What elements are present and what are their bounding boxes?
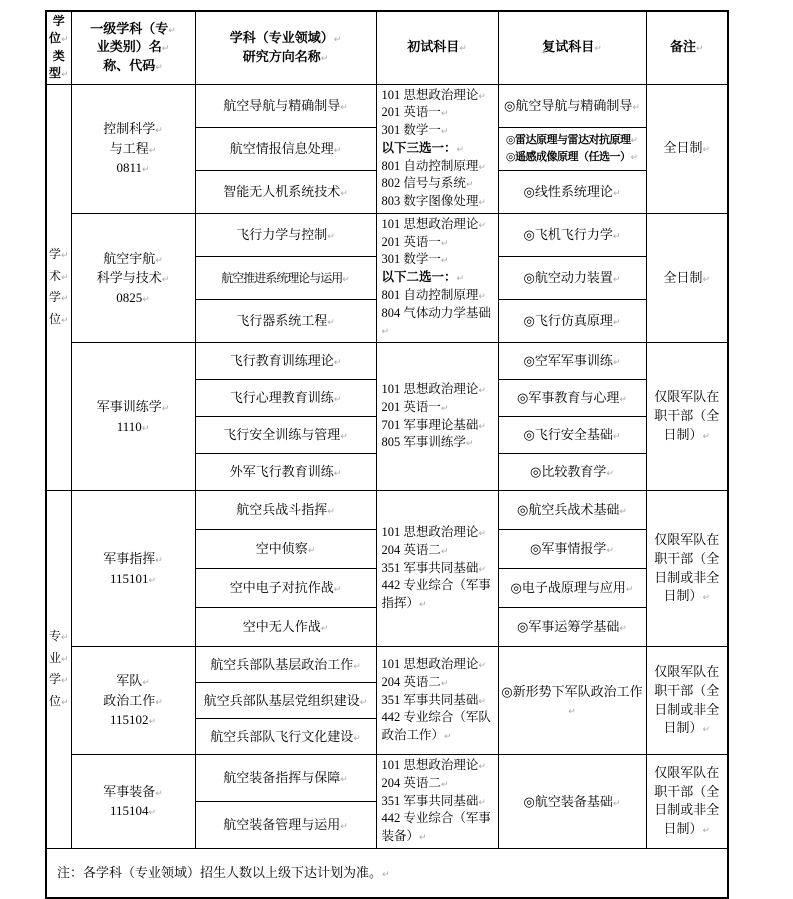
- discipline-0825: 航空宇航↵ 科学与技术↵ 0825↵: [71, 213, 195, 342]
- initial-subjects-cell: [376, 343, 498, 491]
- initial-subjects-options: 801 自动控制原理↵ 802 信号与系统↵ 803 数字图像处理↵: [381, 158, 486, 209]
- header-discipline: 一级学科（专↵ 业类别）名↵ 称、代码↵: [71, 11, 195, 84]
- table-row: [46, 647, 728, 683]
- header-note: 备注↵: [646, 11, 728, 84]
- initial-choose-label: 以下三选一：↵: [381, 140, 465, 155]
- initial-subjects-cell: [376, 647, 498, 755]
- direction-cell: 航空装备管理与运用↵: [195, 801, 376, 848]
- initial-subjects-lines: 101 思想政治理论↵ 201 英语一↵ 301 数学一↵: [381, 216, 486, 267]
- table-row: [46, 491, 728, 530]
- direction-cell: 航空兵战斗指挥↵: [195, 491, 376, 530]
- header-degree-type: 学位↵ 类型↵: [46, 11, 71, 84]
- footnote: 注：各学科（专业领域）招生人数以上级下达计划为准。↵: [46, 848, 728, 898]
- initial-subjects-cell: [376, 491, 498, 647]
- table-row: [46, 213, 728, 256]
- retest-subject-cell: ◎航空导航与精确制导↵: [498, 84, 646, 127]
- note-cell: 仅限军队在职干部（全日制或非全日制）↵: [646, 491, 728, 647]
- direction-cell: 飞行力学与控制↵: [195, 213, 376, 256]
- direction-cell: 飞行安全训练与管理↵: [195, 417, 376, 454]
- retest-subject-cell: ◎新形势下军队政治工作↵: [498, 647, 646, 755]
- discipline-0811: 控制科学↵ 与工程↵ 0811↵: [71, 84, 195, 213]
- initial-choose-label: 以下二选一：↵: [381, 270, 465, 285]
- initial-subjects-lines: 101 思想政治理论↵ 201 英语一↵ 701 军事理论基础↵ 805 军事训练学↵: [381, 382, 486, 450]
- direction-cell: 航空兵部队飞行文化建设↵: [195, 719, 376, 755]
- retest-subject-cell: ◎线性系统理论↵: [498, 171, 646, 213]
- retest-subject-cell: ◎飞机飞行力学↵: [498, 213, 646, 256]
- note-cell: 仅限军队在职干部（全日制或非全日制）↵: [646, 755, 728, 849]
- retest-subject-cell: ◎航空兵战术基础↵: [498, 491, 646, 530]
- table-row: [46, 84, 728, 127]
- retest-subject-cell: ◎飞行安全基础↵: [498, 417, 646, 454]
- note-cell: 全日制↵: [646, 84, 728, 213]
- direction-cell: 外军飞行教育训练↵: [195, 454, 376, 491]
- direction-cell: 航空情报信息处理↵: [195, 127, 376, 170]
- initial-subjects-lines: 101 思想政治理论↵ 204 英语二↵ 351 军事共同基础↵ 442 专业综合（军事装备）↵: [381, 758, 491, 844]
- direction-cell: 空中无人作战↵: [195, 608, 376, 647]
- direction-cell: 航空推进系统理论与运用↵: [195, 256, 376, 299]
- retest-subject-cell: ◎比较教育学↵: [498, 454, 646, 491]
- initial-subjects-lines: 101 思想政治理论↵ 204 英语二↵ 351 军事共同基础↵ 442 专业综合（军队政治工作）↵: [381, 657, 491, 743]
- direction-cell: 飞行器系统工程↵: [195, 299, 376, 342]
- initial-subjects-lines: 101 思想政治理论↵ 201 英语一↵ 301 数学一↵: [381, 87, 486, 138]
- direction-cell: 航空兵部队基层政治工作↵: [195, 647, 376, 683]
- retest-subject-cell: ◎电子战原理与应用↵: [498, 569, 646, 608]
- initial-subjects-cell: [376, 84, 498, 213]
- direction-cell: 航空导航与精确制导↵: [195, 84, 376, 127]
- header-row: [46, 11, 728, 84]
- direction-cell: 飞行教育训练理论↵: [195, 343, 376, 380]
- header-retest-subjects: 复试科目↵: [498, 11, 646, 84]
- degree-type-professional: 专↵ 业↵ 学↵ 位↵: [46, 491, 71, 849]
- footnote-row: [46, 848, 728, 898]
- initial-subjects-lines: 101 思想政治理论↵ 204 英语二↵ 351 军事共同基础↵ 442 专业综合（军事指挥）↵: [381, 525, 491, 611]
- header-direction: 学科（专业领域）↵ 研究方向名称↵: [195, 11, 376, 84]
- direction-cell: 飞行心理教育训练↵: [195, 380, 376, 417]
- initial-subjects-cell: [376, 213, 498, 342]
- retest-subject-cell: ◎雷达原理与雷达对抗原理↵ ◎遥感成像原理（任选一）↵: [498, 127, 646, 170]
- table-row: [46, 755, 728, 802]
- note-cell: 仅限军队在职干部（全日制）↵: [646, 343, 728, 491]
- admissions-table: [45, 10, 729, 899]
- note-cell: 仅限军队在职干部（全日制或非全日制）↵: [646, 647, 728, 755]
- degree-type-academic: 学↵ 术↵ 学↵ 位↵: [46, 84, 71, 491]
- retest-subject-cell: ◎航空动力装置↵: [498, 256, 646, 299]
- header-initial-subjects: 初试科目↵: [376, 11, 498, 84]
- initial-subjects-options: 801 自动控制原理↵ 804 气体动力学基础↵: [381, 287, 491, 338]
- discipline-115102: 军队↵ 政治工作↵ 115102↵: [71, 647, 195, 755]
- retest-subject-cell: ◎空军军事训练↵: [498, 343, 646, 380]
- direction-cell: 智能无人机系统技术↵: [195, 171, 376, 213]
- retest-subject-cell: ◎军事情报学↵: [498, 530, 646, 569]
- direction-cell: 航空装备指挥与保障↵: [195, 755, 376, 802]
- retest-subject-cell: ◎航空装备基础↵: [498, 755, 646, 849]
- retest-subject-cell: ◎飞行仿真原理↵: [498, 299, 646, 342]
- retest-subject-cell: ◎军事教育与心理↵: [498, 380, 646, 417]
- initial-subjects-cell: [376, 755, 498, 849]
- discipline-115104: 军事装备↵ 115104↵: [71, 755, 195, 849]
- discipline-115101: 军事指挥↵ 115101↵: [71, 491, 195, 647]
- discipline-1110: 军事训练学↵ 1110↵: [71, 343, 195, 491]
- direction-cell: 空中电子对抗作战↵: [195, 569, 376, 608]
- retest-subject-cell: ◎军事运筹学基础↵: [498, 608, 646, 647]
- table-row: [46, 343, 728, 380]
- direction-cell: 空中侦察↵: [195, 530, 376, 569]
- note-cell: 全日制↵: [646, 213, 728, 342]
- direction-cell: 航空兵部队基层党组织建设↵: [195, 683, 376, 719]
